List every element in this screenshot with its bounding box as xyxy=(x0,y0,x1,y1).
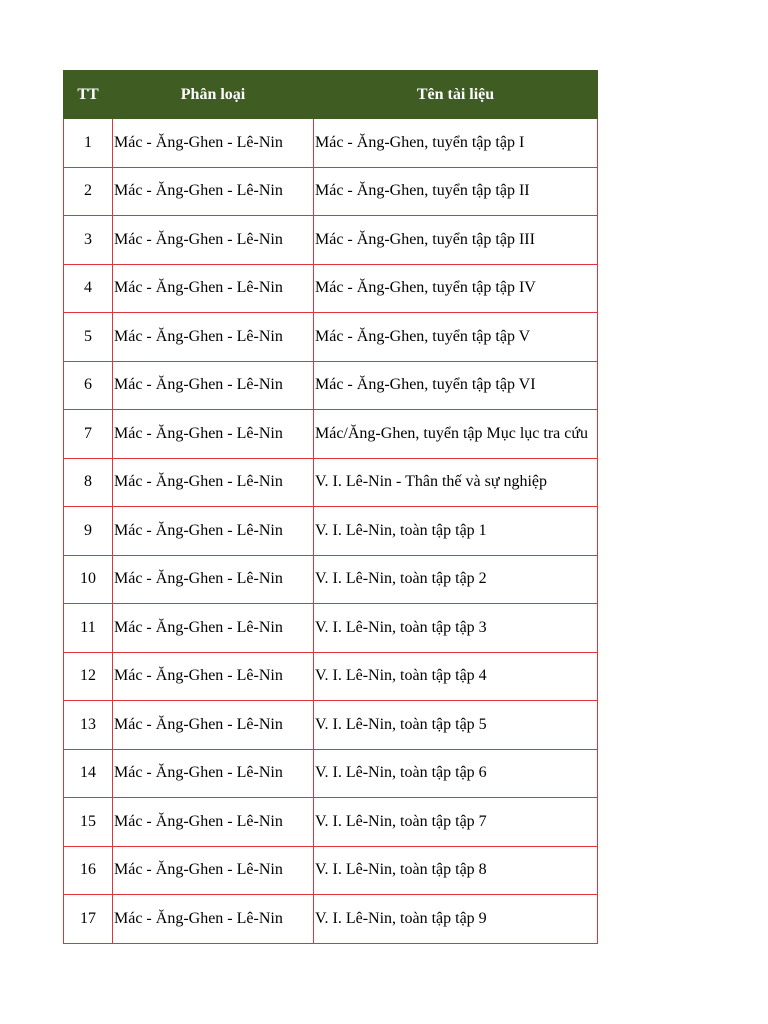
table-row xyxy=(64,264,598,313)
cell-category: Mác - Ăng-Ghen - Lê-Nin xyxy=(113,507,314,556)
cell-tt: 3 xyxy=(64,216,113,265)
cell-category: Mác - Ăng-Ghen - Lê-Nin xyxy=(113,749,314,798)
cell-tt: 13 xyxy=(64,701,113,750)
cell-tt: 15 xyxy=(64,798,113,847)
cell-title: V. I. Lê-Nin, toàn tập tập 9 xyxy=(314,895,598,944)
cell-category: Mác - Ăng-Ghen - Lê-Nin xyxy=(113,458,314,507)
cell-tt: 4 xyxy=(64,264,113,313)
table-row xyxy=(64,652,598,701)
header-title: Tên tài liệu xyxy=(314,71,598,119)
cell-tt: 2 xyxy=(64,167,113,216)
cell-title: V. I. Lê-Nin, toàn tập tập 8 xyxy=(314,846,598,895)
cell-tt: 12 xyxy=(64,652,113,701)
cell-title: Mác/Ăng-Ghen, tuyển tập Mục lục tra cứu xyxy=(314,410,598,459)
document-list-table xyxy=(63,70,598,944)
table-header xyxy=(64,71,598,119)
cell-category: Mác - Ăng-Ghen - Lê-Nin xyxy=(113,361,314,410)
table-row xyxy=(64,749,598,798)
table-body xyxy=(64,119,598,944)
table-row xyxy=(64,361,598,410)
table-row xyxy=(64,410,598,459)
header-row xyxy=(64,71,598,119)
cell-category: Mác - Ăng-Ghen - Lê-Nin xyxy=(113,264,314,313)
header-category: Phân loại xyxy=(113,71,314,119)
cell-title: V. I. Lê-Nin, toàn tập tập 5 xyxy=(314,701,598,750)
cell-title: V. I. Lê-Nin, toàn tập tập 3 xyxy=(314,604,598,653)
cell-category: Mác - Ăng-Ghen - Lê-Nin xyxy=(113,895,314,944)
cell-category: Mác - Ăng-Ghen - Lê-Nin xyxy=(113,604,314,653)
cell-category: Mác - Ăng-Ghen - Lê-Nin xyxy=(113,313,314,362)
cell-category: Mác - Ăng-Ghen - Lê-Nin xyxy=(113,846,314,895)
table-row xyxy=(64,119,598,168)
cell-title: V. I. Lê-Nin, toàn tập tập 7 xyxy=(314,798,598,847)
cell-tt: 6 xyxy=(64,361,113,410)
cell-category: Mác - Ăng-Ghen - Lê-Nin xyxy=(113,167,314,216)
cell-title: Mác - Ăng-Ghen, tuyển tập tập III xyxy=(314,216,598,265)
cell-tt: 11 xyxy=(64,604,113,653)
cell-category: Mác - Ăng-Ghen - Lê-Nin xyxy=(113,216,314,265)
cell-title: V. I. Lê-Nin, toàn tập tập 1 xyxy=(314,507,598,556)
cell-tt: 16 xyxy=(64,846,113,895)
header-tt: TT xyxy=(64,71,113,119)
cell-tt: 1 xyxy=(64,119,113,168)
cell-tt: 14 xyxy=(64,749,113,798)
table-row xyxy=(64,701,598,750)
table-row xyxy=(64,604,598,653)
table-row xyxy=(64,895,598,944)
table-row xyxy=(64,507,598,556)
cell-category: Mác - Ăng-Ghen - Lê-Nin xyxy=(113,701,314,750)
cell-category: Mác - Ăng-Ghen - Lê-Nin xyxy=(113,652,314,701)
cell-title: Mác - Ăng-Ghen, tuyển tập tập IV xyxy=(314,264,598,313)
cell-title: Mác - Ăng-Ghen, tuyển tập tập VI xyxy=(314,361,598,410)
table-row xyxy=(64,458,598,507)
cell-title: V. I. Lê-Nin - Thân thế và sự nghiệp xyxy=(314,458,598,507)
cell-tt: 10 xyxy=(64,555,113,604)
cell-category: Mác - Ăng-Ghen - Lê-Nin xyxy=(113,119,314,168)
table-row xyxy=(64,555,598,604)
cell-tt: 5 xyxy=(64,313,113,362)
table-row xyxy=(64,167,598,216)
cell-tt: 7 xyxy=(64,410,113,459)
table-row xyxy=(64,313,598,362)
cell-title: V. I. Lê-Nin, toàn tập tập 2 xyxy=(314,555,598,604)
cell-title: V. I. Lê-Nin, toàn tập tập 4 xyxy=(314,652,598,701)
cell-tt: 17 xyxy=(64,895,113,944)
table-row xyxy=(64,846,598,895)
cell-title: Mác - Ăng-Ghen, tuyển tập tập V xyxy=(314,313,598,362)
cell-category: Mác - Ăng-Ghen - Lê-Nin xyxy=(113,555,314,604)
cell-title: Mác - Ăng-Ghen, tuyển tập tập I xyxy=(314,119,598,168)
cell-title: Mác - Ăng-Ghen, tuyển tập tập II xyxy=(314,167,598,216)
cell-category: Mác - Ăng-Ghen - Lê-Nin xyxy=(113,410,314,459)
table-row xyxy=(64,798,598,847)
cell-category: Mác - Ăng-Ghen - Lê-Nin xyxy=(113,798,314,847)
cell-tt: 9 xyxy=(64,507,113,556)
cell-title: V. I. Lê-Nin, toàn tập tập 6 xyxy=(314,749,598,798)
cell-tt: 8 xyxy=(64,458,113,507)
table-row xyxy=(64,216,598,265)
